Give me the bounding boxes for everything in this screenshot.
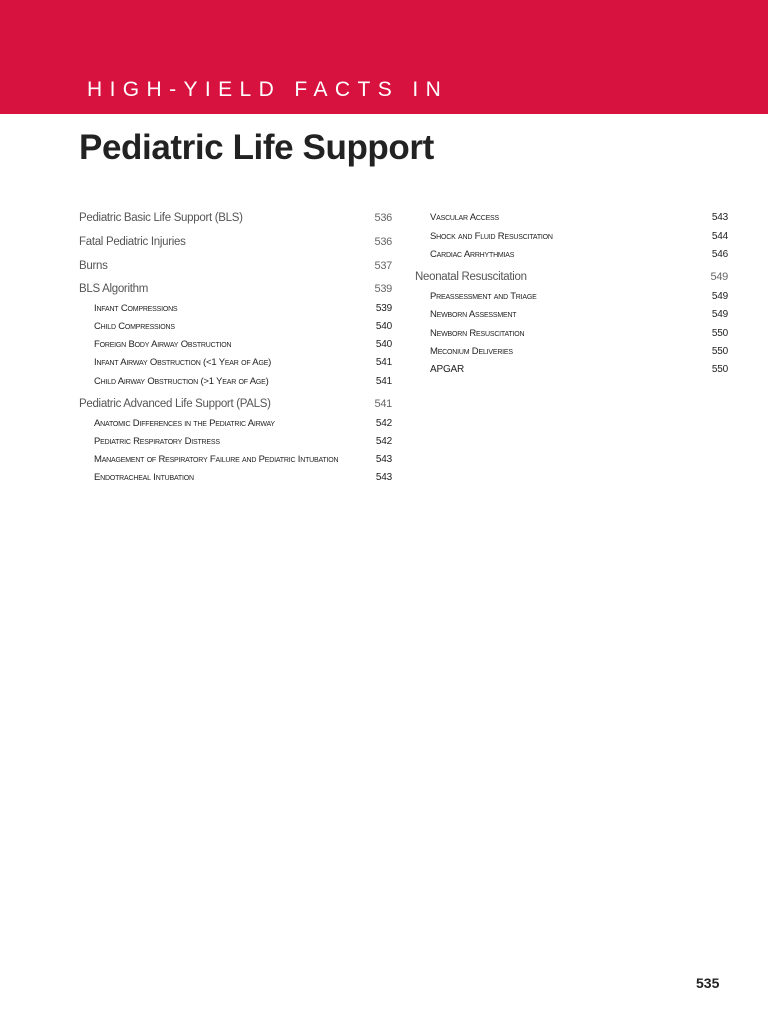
toc-subentry[interactable]	[94, 357, 392, 368]
toc-subentry-label: Newborn Assessment	[430, 309, 517, 320]
toc-entry-page: 536	[374, 212, 392, 224]
toc-entry-label: Neonatal Resuscitation	[415, 271, 527, 283]
toc-subentry[interactable]	[430, 309, 728, 320]
toc-subentry[interactable]	[430, 249, 728, 260]
toc-subentry-label: Newborn Resuscitation	[430, 328, 525, 339]
toc-subentry-label: Child Compressions	[94, 321, 175, 332]
toc-subentry-page: 546	[711, 249, 728, 260]
toc-subentry-page: 543	[711, 212, 728, 223]
toc-subentry-label: Meconium Deliveries	[430, 346, 513, 357]
toc-subentry-page: 540	[375, 339, 392, 350]
toc-subentry[interactable]	[94, 418, 392, 429]
toc-subentry-page: 541	[375, 376, 392, 387]
toc-entry-label: Burns	[79, 260, 108, 272]
banner-text: HIGH-YIELD FACTS IN	[87, 78, 449, 101]
toc-subentry[interactable]	[94, 321, 392, 332]
toc-entry-label: Pediatric Basic Life Support (BLS)	[79, 212, 243, 224]
toc-subentry-label: Endotracheal Intubation	[94, 472, 194, 483]
toc-subentry-page: 543	[375, 472, 392, 483]
toc-subentry[interactable]	[94, 339, 392, 350]
toc-subentry-label: Vascular Access	[430, 212, 499, 223]
toc-subentry-label: Preassessment and Triage	[430, 291, 537, 302]
toc-subentry-label: APGAR	[430, 364, 465, 375]
toc-subentry-label: Infant Compressions	[94, 303, 178, 314]
toc-subentry-label: Management of Respiratory Failure and Pediatric Intubation	[94, 454, 339, 465]
toc-subentry-page: 540	[375, 321, 392, 332]
toc-subentry[interactable]	[430, 231, 728, 242]
toc-entry[interactable]	[79, 236, 392, 248]
toc-subentry-label: Shock and Fluid Resuscitation	[430, 231, 553, 242]
toc-subentry-page: 549	[711, 291, 728, 302]
toc-entry-page: 539	[374, 283, 392, 295]
toc-subentry-label: Foreign Body Airway Obstruction	[94, 339, 232, 350]
toc-subentry-page: 539	[375, 303, 392, 314]
toc-subentry-label: Child Airway Obstruction (>1 Year of Age)	[94, 376, 269, 387]
toc-entry-label: Fatal Pediatric Injuries	[79, 236, 186, 248]
toc-subentry-page: 543	[375, 454, 392, 465]
toc-subentry[interactable]	[430, 364, 728, 375]
toc-subentry[interactable]	[94, 454, 392, 465]
toc-entry[interactable]	[79, 260, 392, 272]
toc-subentry[interactable]	[430, 328, 728, 339]
toc-entry[interactable]	[79, 398, 392, 410]
toc-subentry-label: Infant Airway Obstruction (<1 Year of Age)	[94, 357, 272, 368]
toc-subentry-page: 550	[711, 328, 728, 339]
toc-subentry-label: Cardiac Arrhythmias	[430, 249, 515, 260]
toc-subentry[interactable]	[430, 291, 728, 302]
toc-subentry-label: Pediatric Respiratory Distress	[94, 436, 220, 447]
toc-entry-label: BLS Algorithm	[79, 283, 148, 295]
toc-subentry-page: 542	[375, 418, 392, 429]
header-banner	[0, 0, 768, 114]
toc-subentry-page: 544	[711, 231, 728, 242]
toc-entry-page: 537	[374, 260, 392, 272]
toc-subentry[interactable]	[94, 436, 392, 447]
toc-subentry-page: 549	[711, 309, 728, 320]
toc-subentry[interactable]	[430, 346, 728, 357]
toc-entry[interactable]	[79, 283, 392, 295]
toc-entry-page: 541	[374, 398, 392, 410]
toc-entry[interactable]	[79, 212, 392, 224]
toc-subentry[interactable]	[94, 303, 392, 314]
toc-subentry-label: Anatomic Differences in the Pediatric Airway	[94, 418, 275, 429]
toc-subentry-page: 550	[711, 346, 728, 357]
toc-entry[interactable]	[415, 271, 728, 283]
toc-subentry[interactable]	[94, 376, 392, 387]
toc-subentry-page: 542	[375, 436, 392, 447]
toc-entry-page: 549	[710, 271, 728, 283]
toc-subentry[interactable]	[430, 212, 728, 223]
page-number: 535	[696, 975, 720, 991]
toc-subentry-page: 541	[375, 357, 392, 368]
toc-entry-label: Pediatric Advanced Life Support (PALS)	[79, 398, 271, 410]
toc-subentry[interactable]	[94, 472, 392, 483]
chapter-title: Pediatric Life Support	[79, 128, 434, 167]
toc-subentry-page: 550	[711, 364, 728, 375]
toc-entry-page: 536	[374, 236, 392, 248]
